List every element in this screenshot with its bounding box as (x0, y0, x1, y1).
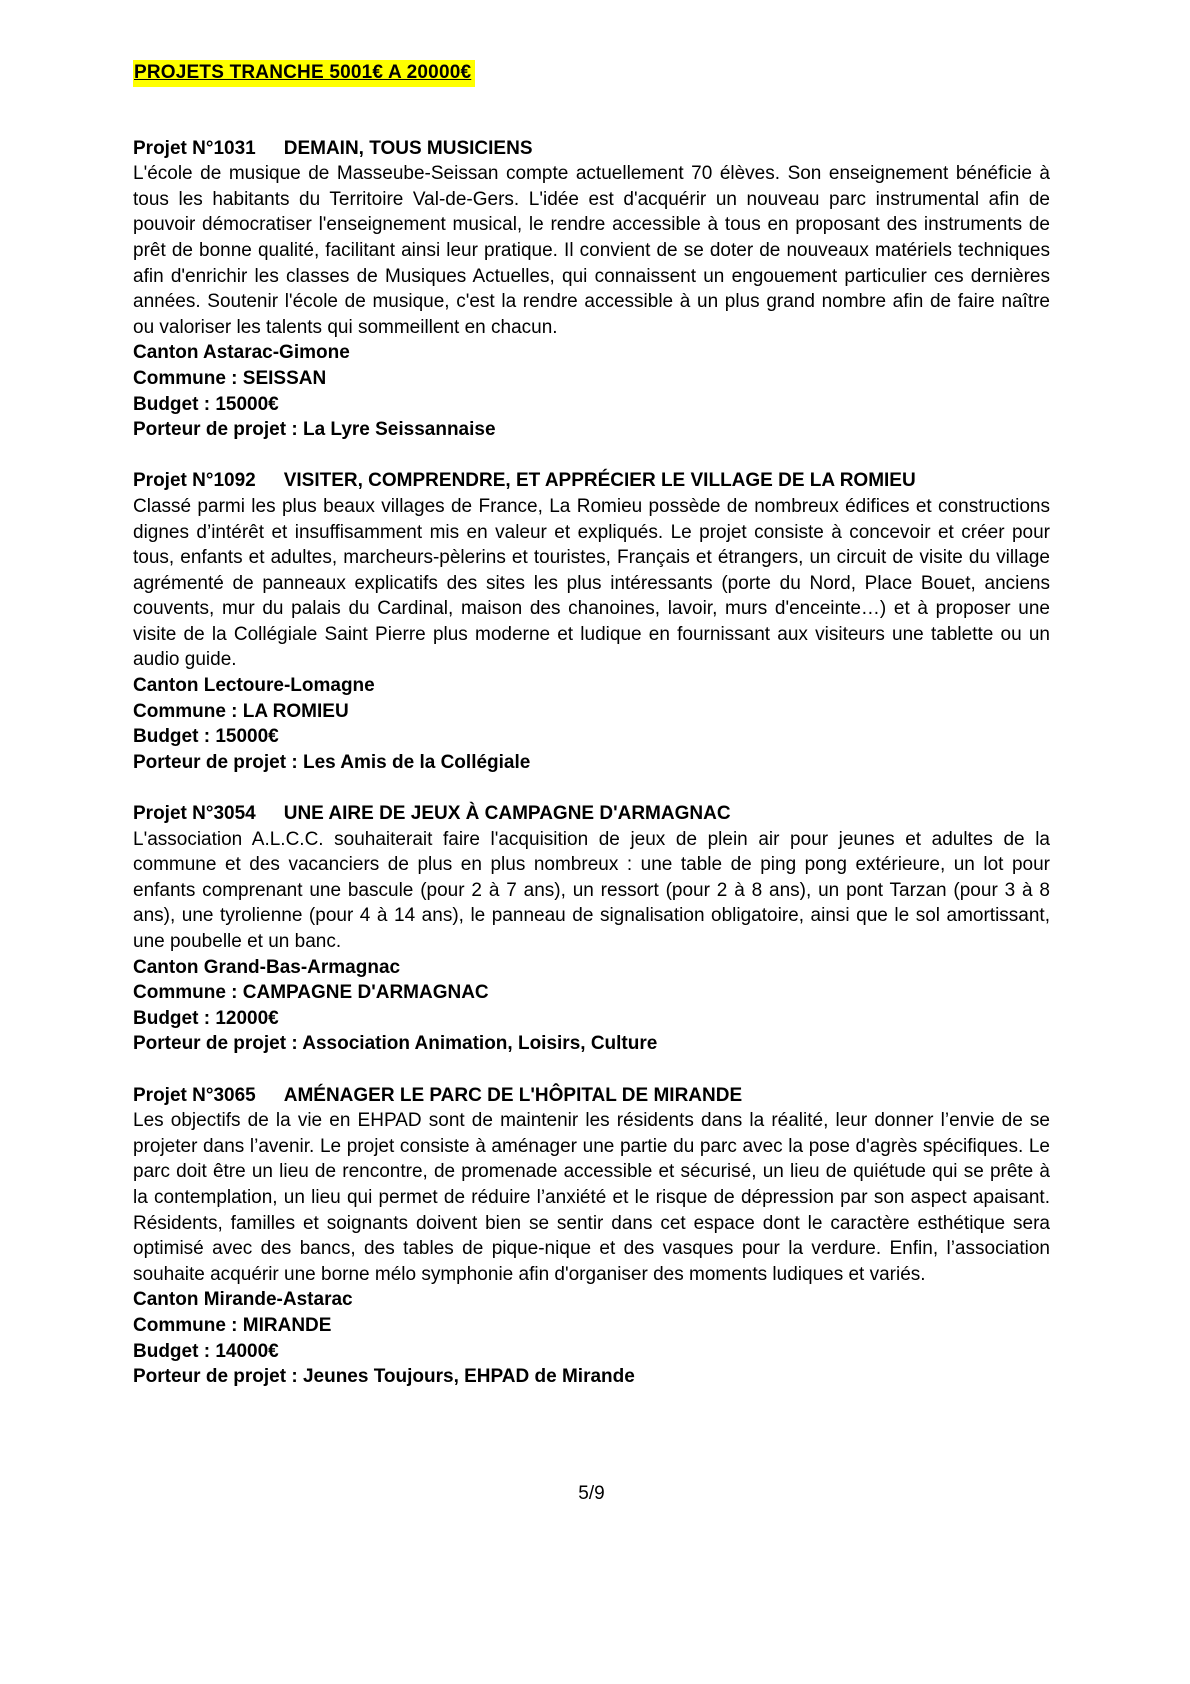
project-number: Projet N°1031 (133, 137, 256, 159)
project-description: Classé parmi les plus beaux villages de France, La Romieu possède de nombreux édifices et constructions dignes d’intérêt et insuffisamment mis en valeur et expliqués. Le projet consiste à concevoir et créer pour tous, enfants et adultes, marcheurs-pèlerins et touristes, Français et étrangers, un circuit de visite du village agrémenté de panneaux explicatifs des sites les plus intéressants (porte du Nord, Place Bouet, anciens couvents, mur du palais du Cardinal, maison des chanoines, lavoir, murs d'enceinte…) et à proposer une visite de la Collégiale Saint Pierre plus moderne et ludique en fournissant aux visiteurs une tablette ou un audio guide. (133, 495, 1050, 671)
project-title: AMÉNAGER LE PARC DE L'HÔPITAL DE MIRANDE (283, 1084, 743, 1106)
project-title: UNE AIRE DE JEUX À CAMPAGNE D'ARMAGNAC (283, 803, 731, 825)
project-porteur: Porteur de projet : Association Animation, Loisirs, Culture (133, 1033, 658, 1055)
page-number: 5/9 (578, 1483, 605, 1504)
project-budget: Budget : 12000€ (133, 1007, 279, 1029)
project-header (133, 801, 1050, 827)
project-commune: Commune : SEISSAN (133, 367, 327, 389)
project-section-1092 (133, 468, 1050, 775)
project-porteur: Porteur de projet : La Lyre Seissannaise (133, 419, 496, 441)
project-budget: Budget : 14000€ (133, 1340, 279, 1362)
project-header (133, 468, 1050, 494)
document-title: PROJETS TRANCHE 5001€ A 20000€ (133, 60, 475, 87)
project-budget: Budget : 15000€ (133, 726, 279, 748)
project-canton: Canton Grand-Bas-Armagnac (133, 956, 401, 978)
document-title-row (133, 60, 1050, 87)
project-canton: Canton Mirande-Astarac (133, 1289, 353, 1311)
project-porteur: Porteur de projet : Jeunes Toujours, EHPAD de Mirande (133, 1366, 635, 1388)
project-number: Projet N°3054 (133, 803, 256, 825)
project-header (133, 1083, 1050, 1109)
project-header (133, 136, 1050, 162)
project-canton: Canton Astarac-Gimone (133, 342, 350, 364)
project-description: L'association A.L.C.C. souhaiterait faire l'acquisition de jeux de plein air pour jeunes et adultes de la commune et des vacanciers de plus en plus nombreux : une table de ping pong extérieure, un lot pour enfants comprenant une bascule (pour 2 à 7 ans), un ressort (pour 2 à 8 ans), un pont Tarzan (pour 3 à 8 ans), une tyrolienne (pour 4 à 14 ans), le panneau de signalisation obligatoire, ainsi que le sol amortissant, une poubelle et un banc. (133, 828, 1050, 952)
project-section-3054 (133, 801, 1050, 1057)
project-section-1031 (133, 136, 1050, 443)
project-title: DEMAIN, TOUS MUSICIENS (283, 137, 533, 159)
project-description: L'école de musique de Masseube-Seissan compte actuellement 70 élèves. Son enseignement bénéficie à tous les habitants du Territoire Val-de-Gers. L'idée est d'acquérir un nouveau parc instrumental afin de pouvoir démocratiser l'enseignement musical, le rendre accessible à tous en proposant des instruments de prêt de bonne qualité, facilitant ainsi leur pratique. Il convient de se doter de nouveaux matériels techniques afin d'enrichir les classes de Musiques Actuelles, qui connaissent un engouement particulier ces dernières années. Soutenir l'école de musique, c'est la rendre accessible à un plus grand nombre afin de faire naître ou valoriser les talents qui sommeillent en chacun. (133, 163, 1050, 338)
project-commune: Commune : MIRANDE (133, 1314, 332, 1336)
project-budget: Budget : 15000€ (133, 393, 279, 415)
project-porteur: Porteur de projet : Les Amis de la Collégiale (133, 751, 531, 773)
project-section-3065 (133, 1083, 1050, 1390)
project-description: Les objectifs de la vie en EHPAD sont de maintenir les résidents dans la réalité, leur donner l’envie de se projeter dans l’avenir. Le projet consiste à aménager une partie du parc avec la pose d'agrès spécifiques. Le parc doit être un lieu de rencontre, de promenade accessible et sécurisé, un lieu de quiétude qui se prête à la contemplation, un lieu qui permet de réduire l’anxiété et le risque de dépression par son aspect apaisant. Résidents, familles et soignants doivent bien se sentir dans cet espace dont le caractère esthétique sera optimisé avec des bancs, des tables de pique-nique et des vasques pour la verdure. Enfin, l’association souhaite acquérir une borne mélo symphonie afin d'organiser des moments ludiques et variés. (133, 1110, 1050, 1285)
project-number: Projet N°3065 (133, 1084, 256, 1106)
project-commune: Commune : CAMPAGNE D'ARMAGNAC (133, 982, 489, 1004)
project-commune: Commune : LA ROMIEU (133, 700, 349, 722)
project-number: Projet N°1092 (133, 470, 256, 492)
project-canton: Canton Lectoure-Lomagne (133, 675, 375, 697)
project-title: VISITER, COMPRENDRE, ET APPRÉCIER LE VILLAGE DE LA ROMIEU (283, 470, 916, 492)
